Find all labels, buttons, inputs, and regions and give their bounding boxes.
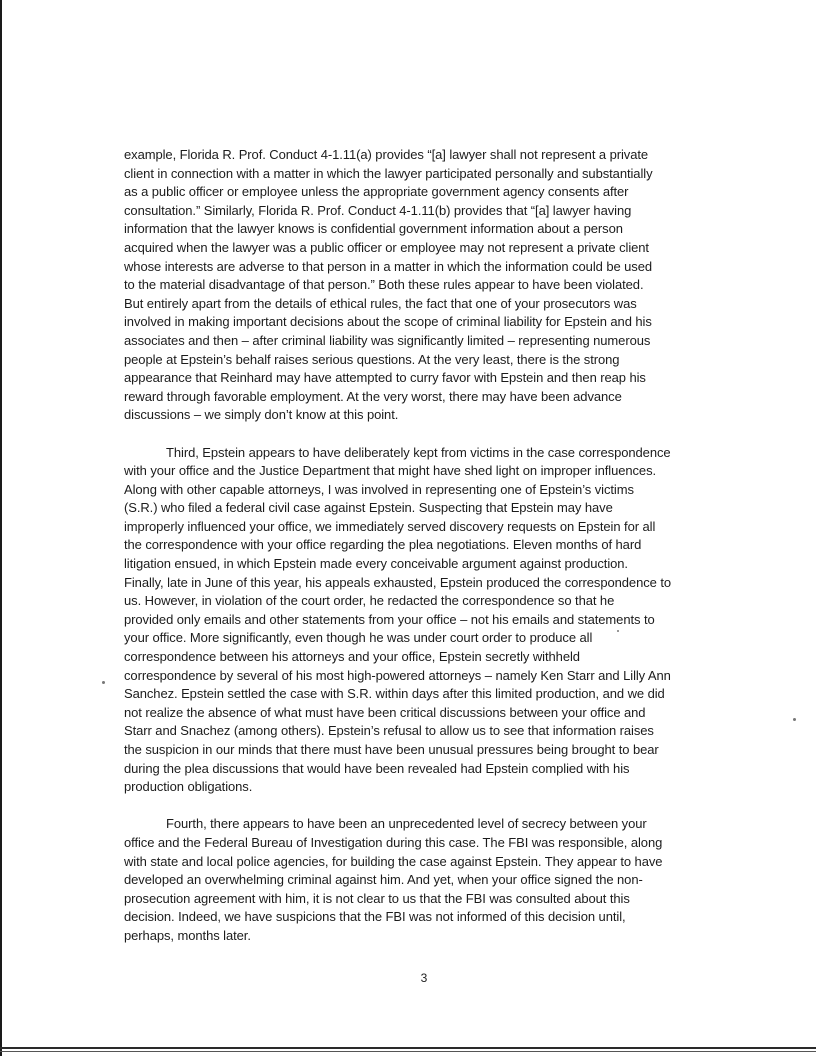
text-line: But entirely apart from the details of ethical rules, the fact that one of your prosecutors was [124, 295, 637, 311]
text-line: improperly influenced your office, we immediately served discovery requests on Epstein for all [124, 518, 656, 534]
text-line: involved in making important decisions about the scope of criminal liability for Epstein and his [124, 314, 652, 330]
text-line: during the plea discussions that would have been revealed had Epstein complied with his [124, 760, 630, 776]
text-line: developed an overwhelming criminal against him. And yet, when your office signed the non- [124, 872, 643, 888]
text-line: litigation ensued, in which Epstein made every conceivable argument against production. [124, 556, 628, 572]
text-line: Third, Epstein appears to have deliberately kept from victims in the case correspondence [166, 444, 671, 460]
text-line: (S.R.) who filed a federal civil case against Epstein. Suspecting that Epstein may have [124, 500, 613, 516]
text-line: the suspicion in our minds that there must have been unusual pressures being brought to bear [124, 742, 659, 757]
text-line: reward through favorable employment. At the very worst, there may have been advance [124, 388, 622, 404]
scan-speck [793, 718, 796, 721]
text-line: Sanchez. Epstein settled the case with S.R. within days after this limited production, and we did [124, 686, 665, 702]
letter-body [124, 146, 724, 964]
text-line: correspondence by several of his most high-powered attorneys – namely Ken Starr and Lilly Ann [124, 667, 671, 683]
text-line: your office. More significantly, even though he was under court order to produce all [124, 630, 593, 646]
text-line: not realize the absence of what must have been critical discussions between your office and [124, 704, 646, 720]
page-number: 3 [420, 971, 428, 985]
text-line: production obligations. [124, 779, 253, 795]
text-line: Starr and Snachez (among others). Epstein’s refusal to allow us to see that information raises [124, 723, 654, 739]
paragraph-third-point [124, 444, 724, 797]
text-line: perhaps, months later. [124, 927, 251, 943]
text-line: Finally, late in June of this year, his appeals exhausted, Epstein produced the correspondence to [124, 574, 672, 590]
text-line: to the material disadvantage of that person.” Both these rules appear to have been violated. [124, 277, 644, 293]
text-line: discussions – we simply don’t know at this point. [124, 407, 399, 423]
text-line: prosecution agreement with him, it is not clear to us that the FBI was consulted about this [124, 890, 630, 906]
text-line: people at Epstein’s behalf raises serious questions. At the very least, there is the strong [124, 351, 620, 367]
text-line: us. However, in violation of the court order, he redacted the correspondence so that he [124, 593, 615, 609]
text-line: associates and then – after criminal liability was significantly limited – representing numerous [124, 332, 651, 348]
text-line: with state and local police agencies, for building the case against Epstein. They appear to have [124, 853, 663, 869]
text-line: decision. Indeed, we have suspicions that the FBI was not informed of this decision until, [124, 909, 626, 925]
paragraph-fourth-point [124, 815, 724, 945]
scan-edge-left [0, 0, 2, 1056]
text-line: example, Florida R. Prof. Conduct 4-1.11(a) provides “[a] lawyer shall not represent a private [124, 147, 649, 162]
text-line: information that the lawyer knows is confidential government information about a person [124, 221, 623, 237]
text-line: Along with other capable attorneys, I was involved in representing one of Epstein’s victims [124, 481, 634, 497]
text-line: provided only emails and other statements from your office – not his emails and statements to [124, 611, 655, 627]
text-line: the correspondence with your office regarding the plea negotiations. Eleven months of hard [124, 537, 642, 553]
text-line: consultation.” Similarly, Florida R. Prof. Conduct 4-1.11(b) provides that “[a] lawyer having [124, 202, 632, 218]
scan-speck [102, 681, 105, 684]
scan-edge-bottom [0, 1047, 816, 1049]
paragraph-ethics-rules [124, 146, 724, 425]
text-line: with your office and the Justice Department that might have shed light on improper influences. [124, 463, 657, 479]
text-line: Fourth, there appears to have been an unprecedented level of secrecy between your [166, 816, 647, 832]
text-line: correspondence between his attorneys and your office, Epstein secretly withheld [124, 649, 580, 665]
text-line: as a public officer or employee unless the appropriate government agency consents after [124, 184, 629, 200]
text-line: acquired when the lawyer was a public officer or employee may not represent a private client [124, 239, 649, 255]
scan-edge-bottom-shadow [0, 1051, 816, 1052]
text-line: whose interests are adverse to that person in a matter in which the information could be used [124, 258, 653, 274]
text-line: appearance that Reinhard may have attempted to curry favor with Epstein and then reap his [124, 370, 646, 386]
text-line: office and the Federal Bureau of Investigation during this case. The FBI was responsible, along [124, 834, 663, 850]
text-line: client in connection with a matter in which the lawyer participated personally and substantially [124, 165, 653, 181]
